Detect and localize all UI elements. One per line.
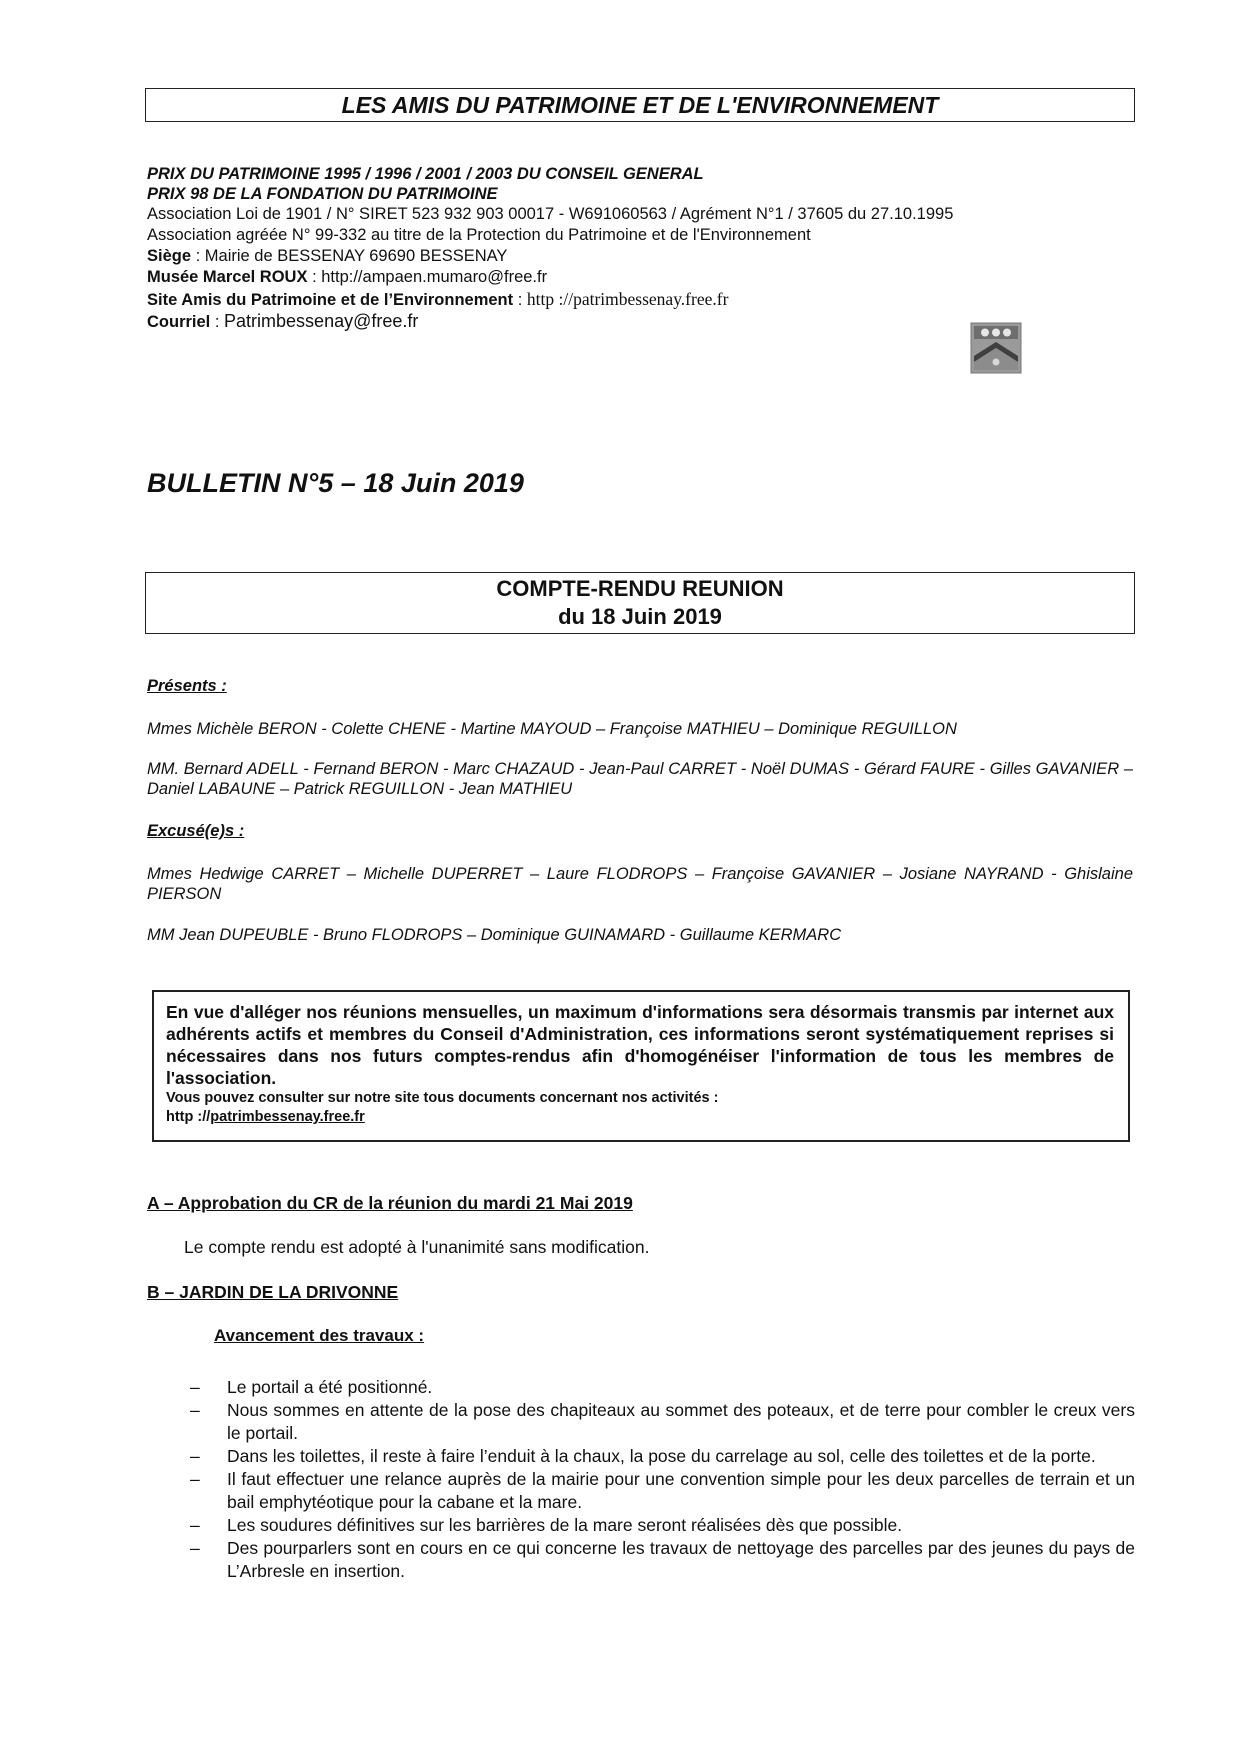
bullet-dash: –: [190, 1538, 200, 1558]
bullet-dash: –: [190, 1515, 200, 1535]
bullet-dash: –: [190, 1377, 200, 1397]
list-item: – Des pourparlers sont en cours en ce qui concerne les travaux de nettoyage des parcelles par des jeunes du pays de L’Arbresle en insertion.: [190, 1538, 1135, 1581]
present-men: MM. Bernard ADELL - Fernand BERON - Marc CHAZAUD - Jean-Paul CARRET - Noël DUMAS - Gérard FAURE - Gilles GAVANIER – Daniel LABAUNE – Patrick REGUILLON - Jean MATHIEU: [147, 760, 1133, 798]
bullet-dash: –: [190, 1400, 200, 1420]
coat-of-arms-logo: [970, 322, 1022, 374]
notice-box: [152, 990, 1130, 1142]
musee-label: Musée Marcel ROUX: [147, 268, 308, 286]
courriel-sep: :: [210, 313, 225, 331]
notice-link-prefix: http ://: [166, 1109, 211, 1125]
list-item: – Le portail a été positionné.: [190, 1377, 433, 1397]
list-item: – Il faut effectuer une relance auprès de la mairie pour une convention simple pour les deux parcelles de terrain et un bail emphytéotique pour la cabane et la mare.: [190, 1469, 1135, 1512]
report-title-line-2: du 18 Juin 2019: [558, 604, 722, 629]
prize-line-1: PRIX DU PATRIMOINE 1995 / 1996 / 2001 / 2003 DU CONSEIL GENERAL: [147, 165, 704, 183]
list-item: – Les soudures définitives sur les barrières de la mare seront réalisées dès que possible.: [190, 1515, 903, 1535]
present-women: Mmes Michèle BERON - Colette CHENE - Martine MAYOUD – Françoise MATHIEU – Dominique REGUILLON: [147, 720, 957, 738]
siege-value: : Mairie de BESSENAY 69690 BESSENAY: [191, 247, 508, 265]
site-sep: :: [513, 291, 527, 309]
report-title-line-1: COMPTE-RENDU REUNION: [496, 576, 784, 601]
section-b-subtitle: Avancement des travaux :: [214, 1326, 425, 1345]
agreement-line: Association agréée N° 99-332 au titre de la Protection du Patrimoine et de l'Environnement: [147, 226, 811, 244]
siege-line: [147, 246, 507, 266]
excused-label: Excusé(e)s :: [147, 822, 245, 840]
law-line: Association Loi de 1901 / N° SIRET 523 932 903 00017 - W691060563 / Agrément N°1 / 37605 du 27.10.1995: [147, 205, 954, 223]
siege-label: Siège: [147, 247, 192, 265]
present-label: Présents :: [147, 677, 227, 695]
excused-men: MM Jean DUPEUBLE - Bruno FLODROPS – Dominique GUINAMARD - Guillaume KERMARC: [147, 926, 842, 944]
section-b-title: B – JARDIN DE LA DRIVONNE: [147, 1282, 399, 1302]
association-title: LES AMIS DU PATRIMOINE ET DE L'ENVIRONNEMENT: [341, 91, 939, 118]
notice-link-line: [166, 1108, 1114, 1127]
site-line: [147, 289, 728, 310]
list-item: – Nous sommes en attente de la pose des chapiteaux au sommet des poteaux, et de terre pour combler le creux vers le portail.: [190, 1400, 1135, 1443]
musee-value: : http://ampaen.mumaro@free.fr: [307, 268, 548, 286]
courriel-label: Courriel: [147, 313, 211, 331]
list-item: – Dans les toilettes, il reste à faire l’enduit à la chaux, la pose du carrelage au sol, celle des toilettes et de la porte.: [190, 1446, 1096, 1466]
notice-main-text: En vue d'alléger nos réunions mensuelles, un maximum d'informations sera désormais transmis par internet aux adhérents actifs et membres du Conseil d'Administration, ces informations seront systématiquement reprises si nécessaires dans nos futurs comptes-rendus afin d'homogénéiser l'information de tous les membres de l'association.: [166, 1002, 1114, 1088]
site-link[interactable]: http ://patrimbessenay.free.fr: [526, 289, 729, 309]
section-a-title: A – Approbation du CR de la réunion du mardi 21 Mai 2019: [147, 1193, 633, 1213]
notice-site-link[interactable]: patrimbessenay.free.fr: [210, 1109, 365, 1125]
report-title-box: [145, 572, 1135, 634]
notice-sub-text: Vous pouvez consulter sur notre site tous documents concernant nos activités :: [166, 1090, 719, 1106]
site-label: Site Amis du Patrimoine et de l’Environnement: [147, 291, 514, 309]
courriel-line: [147, 311, 418, 332]
bullet-dash: –: [190, 1446, 200, 1466]
courriel-link[interactable]: Patrimbessenay@free.fr: [224, 311, 419, 331]
section-a-text: Le compte rendu est adopté à l'unanimité sans modification.: [184, 1237, 650, 1257]
association-title-box: [145, 88, 1135, 122]
prize-line-2: PRIX 98 DE LA FONDATION DU PATRIMOINE: [147, 185, 498, 203]
musee-line: [147, 267, 547, 287]
excused-women: Mmes Hedwige CARRET – Michelle DUPERRET – Laure FLODROPS – Françoise GAVANIER – Josiane NAYRAND - Ghislaine PIERSON: [147, 865, 1133, 903]
bulletin-title: BULLETIN N°5 – 18 Juin 2019: [147, 468, 524, 498]
bullet-dash: –: [190, 1469, 200, 1489]
work-progress-list: [190, 1376, 1135, 1583]
